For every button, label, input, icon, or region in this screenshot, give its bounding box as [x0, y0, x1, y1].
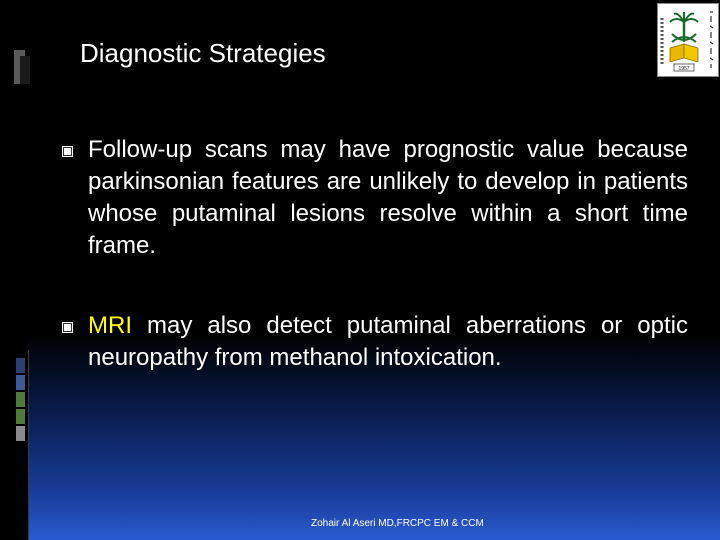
- slide-title: Diagnostic Strategies: [80, 38, 326, 68]
- bullet-item: [62, 310, 688, 374]
- decoration-block-dark: [20, 56, 30, 84]
- square-bullet-icon: [62, 146, 73, 157]
- decoration-stack-block: [16, 358, 25, 373]
- divider-line: [28, 350, 29, 540]
- university-emblem-icon: [657, 3, 719, 77]
- decoration-stack-block: [16, 426, 25, 441]
- bullet-item: [62, 134, 688, 262]
- bullet-list: [62, 134, 688, 422]
- svg-text:1957: 1957: [678, 66, 690, 72]
- bullet-text: Follow-up scans may have prognostic value because parkinsonian features are unlikely to develop in patients whose putaminal lesions resolve within a short time frame.: [88, 136, 688, 259]
- bullet-text: may also detect putaminal aberrations or optic neuropathy from methanol intoxication.: [88, 312, 688, 371]
- decoration-stack-block: [16, 392, 25, 407]
- decoration-stack: [16, 358, 26, 443]
- square-bullet-icon: [62, 322, 73, 333]
- footer-author: Zohair Al Aseri MD,FRCPC EM & CCM: [311, 518, 484, 529]
- highlight-term: MRI: [88, 312, 132, 339]
- decoration-stack-block: [16, 409, 25, 424]
- decoration-stack-block: [16, 375, 25, 390]
